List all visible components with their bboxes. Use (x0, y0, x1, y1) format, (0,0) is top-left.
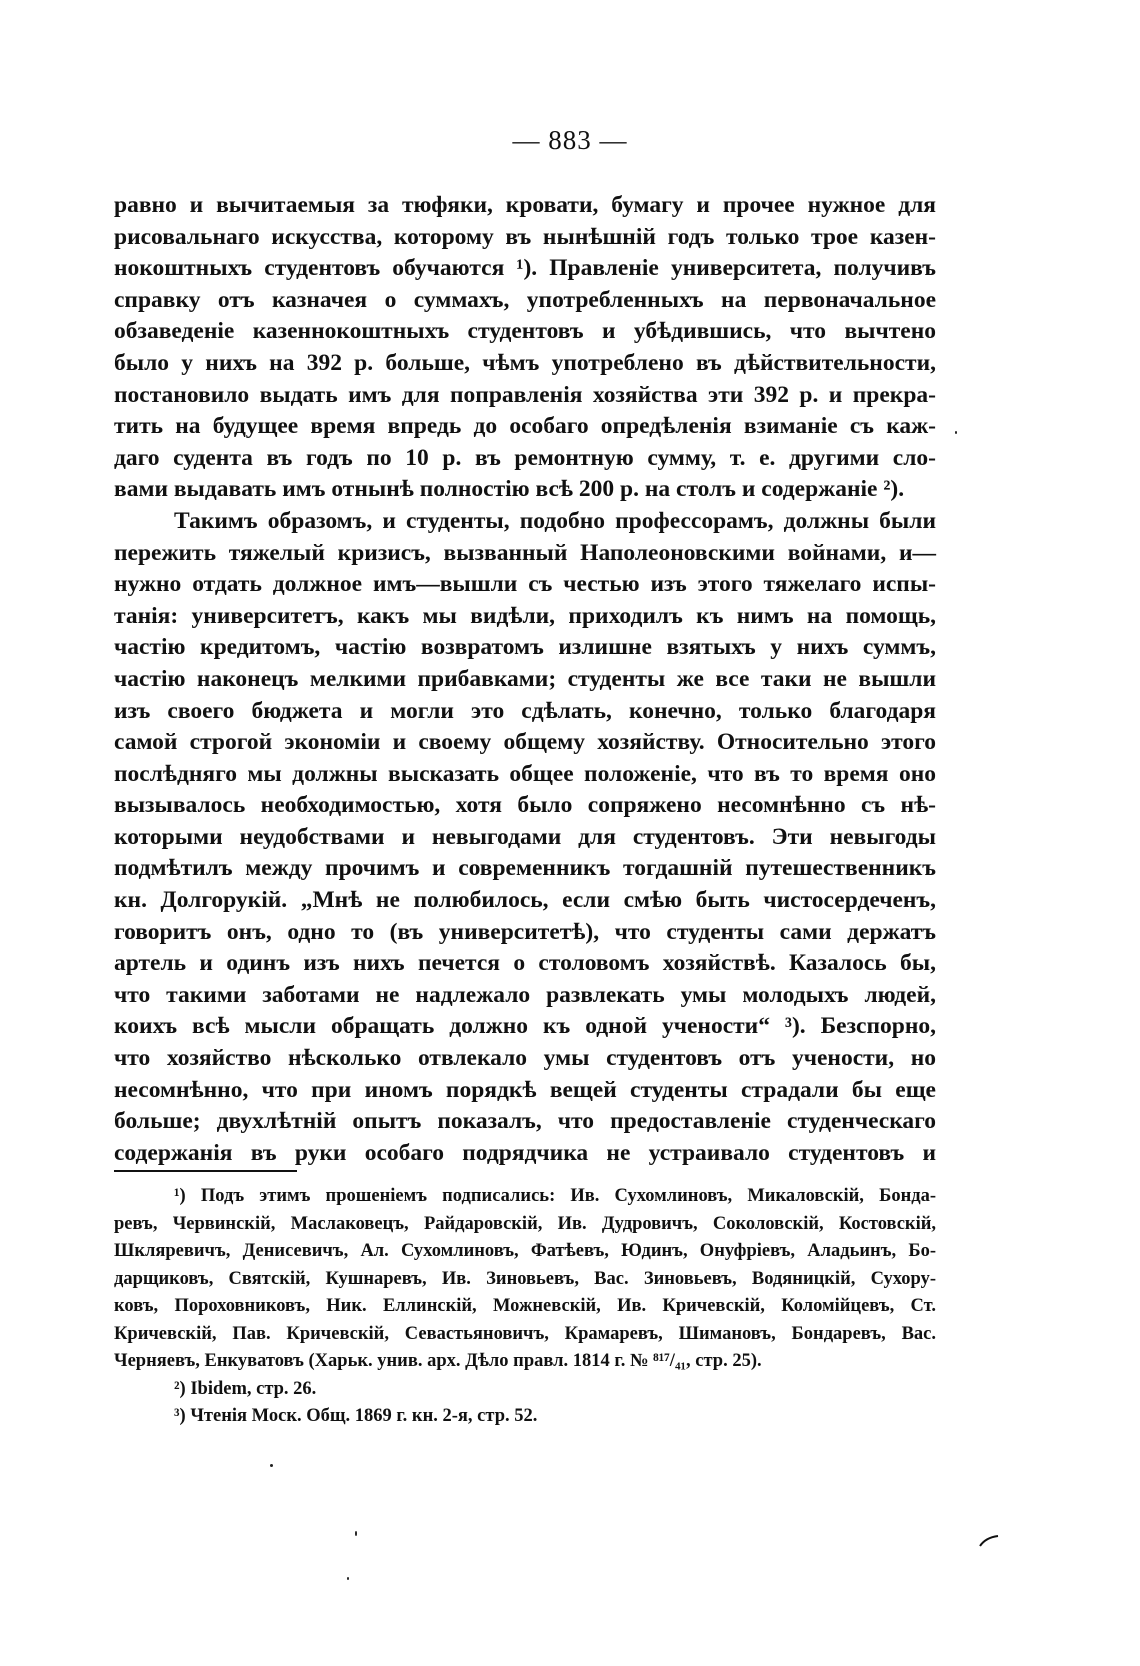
text-line: кн. Долгорукій. „Мнѣ не полюбилось, если смѣю быть чистосердеченъ, (114, 887, 936, 914)
text-line: танія: университетъ, какъ мы видѣли, приходилъ къ нимъ на помощь, (114, 602, 936, 629)
text-line: которыми неудобствами и невыгодами для студентовъ. Эти невыгоды (114, 823, 936, 850)
text-line: частію кредитомъ, частію возвратомъ излишне взятыхъ у нихъ суммъ, (114, 634, 936, 661)
text-line: несомнѣнно, что при иномъ порядкѣ вещей студенты страдали бы еще (114, 1076, 936, 1103)
text-line: что хозяйство нѣсколько отвлекало умы студентовъ отъ учености, но (114, 1045, 936, 1072)
footnote-line: Шкляревичъ, Денисевичъ, Ал. Сухомлиновъ, Фатѣевъ, Юдинъ, Онуфріевъ, Аладьинъ, Бо- (114, 1241, 936, 1261)
main-text (114, 190, 936, 1169)
text-line: тить на будущее время впредь до особаго опредѣленія взиманіе съ каж- (114, 413, 936, 440)
text-line: больше; двухлѣтній опытъ показалъ, что предоставленіе студенческаго (114, 1108, 936, 1135)
text-line: коихъ всѣ мысли обращать должно къ одной учености“ ³). Безспорно, (114, 1013, 936, 1040)
text-line: частію наконецъ мелкими прибавками; студенты же все таки не вышли (114, 665, 936, 692)
page-number: — 883 — (512, 125, 628, 155)
footnote-line: Черняевъ, Енкуватовъ (Харьк. унив. арх. Дѣло правл. 1814 г. № ⁸¹⁷/₄₁, стр. 25). (114, 1351, 762, 1371)
text-line: постановило выдать имъ для поправленія хозяйства эти 392 р. и прекра- (114, 381, 936, 408)
footnote-line: ¹) Подъ этимъ прошеніемъ подписались: Ив. Сухомлиновъ, Микаловскій, Бонда- (174, 1186, 936, 1206)
footnote-line: ревъ, Червинскій, Маслаковецъ, Райдаровскій, Ив. Дудровичъ, Соколовскій, Костовскій, (114, 1213, 936, 1234)
scan-speck (355, 1531, 357, 1536)
footnote-line: ³) Чтенія Моск. Общ. 1869 г. кн. 2-я, стр. 52. (174, 1406, 538, 1426)
text-line: равно и вычитаемыя за тюфяки, кровати, бумагу и прочее нужное для (114, 192, 936, 218)
text-line: самой строгой экономіи и своему общему хозяйству. Относительно этого (114, 729, 936, 756)
text-line: даго судента въ годъ по 10 р. въ ремонтную сумму, т. е. другими сло- (114, 444, 936, 471)
scan-speck (270, 1464, 273, 1467)
text-line: вызывалось необходимостью, хотя было сопряжено несомнѣнно съ нѣ- (114, 792, 936, 819)
text-line: справку отъ казначея о суммахъ, употребленныхъ на первоначальное (114, 286, 936, 313)
text-line: обзаведеніе казеннокоштныхъ студентовъ и убѣдившись, что вычтено (114, 318, 936, 345)
text-line: пережить тяжелый кризисъ, вызванный Наполеоновскими войнами, и— (114, 539, 936, 566)
text-line: нужно отдать должное имъ—вышли съ честью изъ этого тяжелаго испы- (114, 571, 936, 598)
footnote-line: дарщиковъ, Святскій, Кушнаревъ, Ив. Зиновьевъ, Вас. Зиновьевъ, Водяницкій, Сухору- (114, 1268, 936, 1289)
text-line: содержанія въ руки особаго подрядчика не устраивало студентовъ и (114, 1139, 936, 1166)
scan-speck (955, 431, 957, 434)
text-line: рисовальнаго искусства, которому въ нынѣшній годъ только трое казен- (114, 223, 936, 250)
footnote-line: Кричевскій, Пав. Кричевскій, Севастьяновичъ, Крамаревъ, Шимановъ, Бондаревъ, Вас. (114, 1323, 936, 1344)
text-line: нокоштныхъ студентовъ обучаются ¹). Правленіе университета, получивъ (114, 255, 936, 282)
scan-mark-icon (978, 1534, 1000, 1548)
text-line: было у нихъ на 392 р. больше, чѣмъ употреблено въ дѣйствительности, (114, 349, 936, 376)
text-line: вами выдавать имъ отнынѣ полностію всѣ 200 р. на столъ и содержаніе ²). (114, 476, 905, 503)
footnote-divider (114, 1170, 297, 1172)
scan-speck (347, 1577, 349, 1580)
text-line: говоритъ онъ, одно то (въ университетѣ), что студенты сами держатъ (114, 918, 936, 945)
footnote-line: ²) Ibidem, стр. 26. (174, 1378, 317, 1399)
text-line: изъ своего бюджета и могли это сдѣлать, конечно, только благодаря (114, 697, 936, 724)
text-line: Такимъ образомъ, и студенты, подобно профессорамъ, должны были (174, 507, 936, 534)
footnotes (114, 1183, 936, 1431)
text-line: послѣдняго мы должны высказать общее положеніе, что въ то время оно (114, 760, 936, 787)
text-line: артель и одинъ изъ нихъ печется о столовомъ хозяйствѣ. Казалось бы, (114, 950, 936, 977)
footnote-line: ковъ, Пороховниковъ, Ник. Еллинскій, Можневскій, Ив. Кричевскій, Коломійцевъ, Ст. (114, 1296, 936, 1316)
text-line: что такими заботами не надлежало развлекать умы молодыхъ людей, (114, 981, 936, 1008)
text-line: подмѣтилъ между прочимъ и современникъ тогдашній путешественникъ (114, 855, 936, 882)
